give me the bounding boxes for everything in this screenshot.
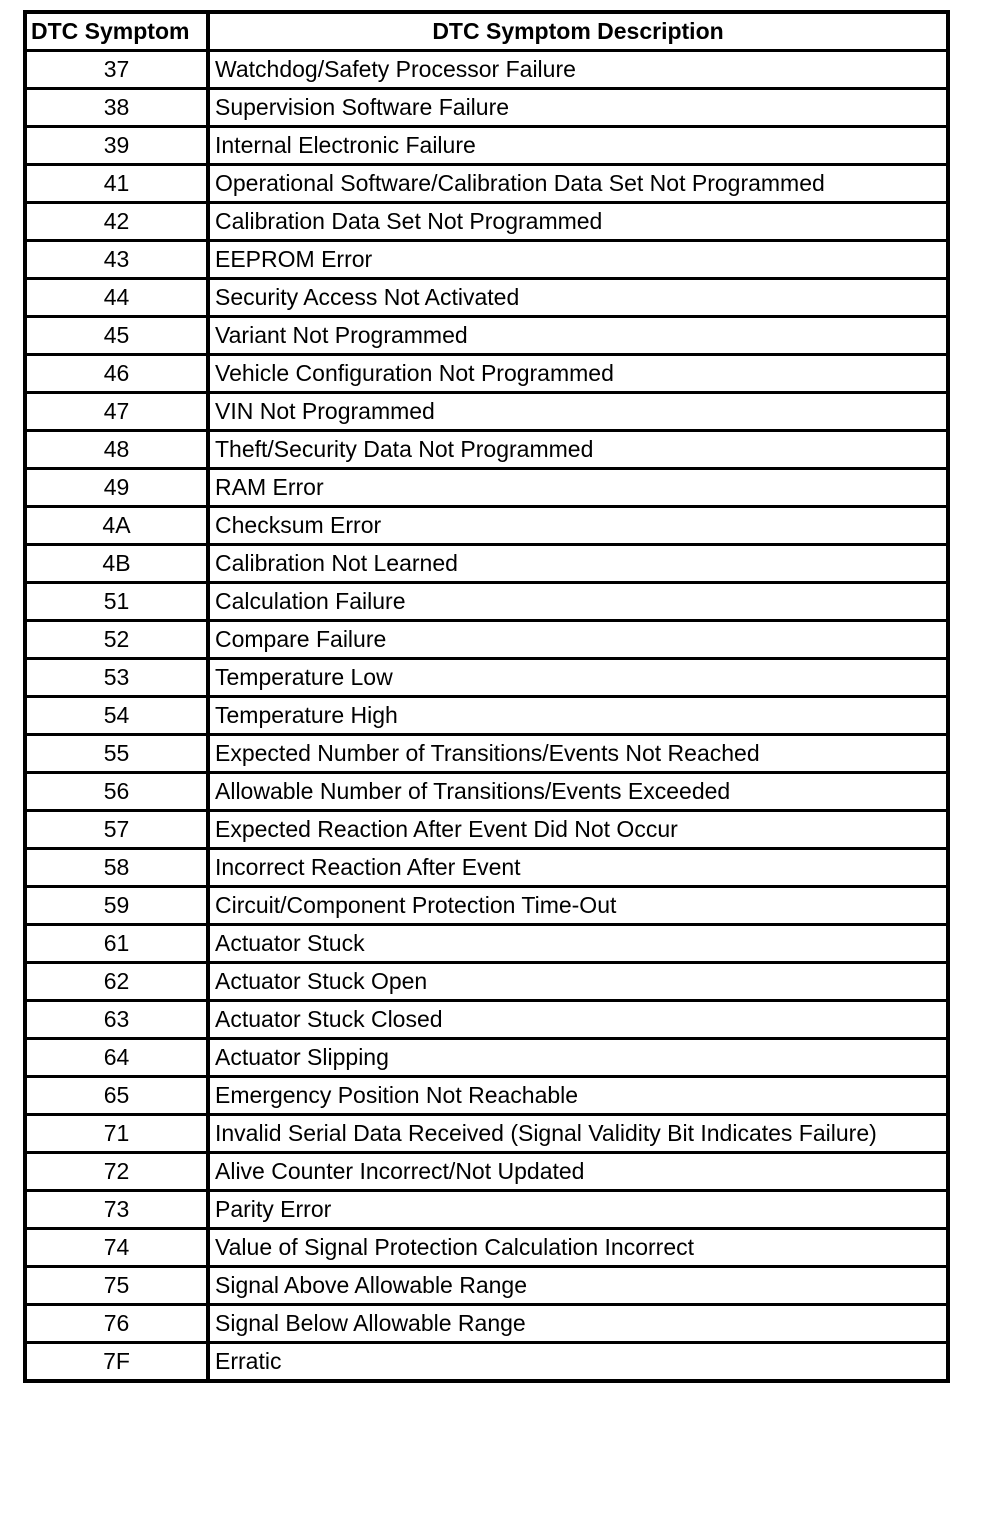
dtc-description-cell: Temperature High bbox=[208, 697, 948, 735]
column-header-dtc-symptom: DTC Symptom bbox=[25, 12, 208, 51]
dtc-description-cell: Supervision Software Failure bbox=[208, 89, 948, 127]
dtc-description-cell: Value of Signal Protection Calculation Incorrect bbox=[208, 1229, 948, 1267]
dtc-code-cell: 49 bbox=[25, 469, 208, 507]
dtc-code-cell: 52 bbox=[25, 621, 208, 659]
dtc-code-cell: 55 bbox=[25, 735, 208, 773]
dtc-description-cell: Variant Not Programmed bbox=[208, 317, 948, 355]
table-row bbox=[25, 1343, 948, 1382]
dtc-description-cell: Signal Below Allowable Range bbox=[208, 1305, 948, 1343]
table-row bbox=[25, 659, 948, 697]
dtc-description-cell: Operational Software/Calibration Data Set Not Programmed bbox=[208, 165, 948, 203]
table-row bbox=[25, 963, 948, 1001]
dtc-code-cell: 57 bbox=[25, 811, 208, 849]
dtc-code-cell: 43 bbox=[25, 241, 208, 279]
dtc-description-cell: Parity Error bbox=[208, 1191, 948, 1229]
dtc-code-cell: 4A bbox=[25, 507, 208, 545]
table-row bbox=[25, 203, 948, 241]
table-row bbox=[25, 1229, 948, 1267]
table-row bbox=[25, 849, 948, 887]
dtc-description-cell: Internal Electronic Failure bbox=[208, 127, 948, 165]
table-row bbox=[25, 469, 948, 507]
dtc-code-cell: 64 bbox=[25, 1039, 208, 1077]
dtc-code-cell: 58 bbox=[25, 849, 208, 887]
table-row bbox=[25, 545, 948, 583]
dtc-code-cell: 38 bbox=[25, 89, 208, 127]
dtc-code-cell: 48 bbox=[25, 431, 208, 469]
table-row bbox=[25, 811, 948, 849]
dtc-code-cell: 63 bbox=[25, 1001, 208, 1039]
dtc-code-cell: 44 bbox=[25, 279, 208, 317]
dtc-code-cell: 54 bbox=[25, 697, 208, 735]
table-row bbox=[25, 1267, 948, 1305]
table-row bbox=[25, 621, 948, 659]
table-row bbox=[25, 241, 948, 279]
dtc-description-cell: Calculation Failure bbox=[208, 583, 948, 621]
dtc-description-cell: Expected Number of Transitions/Events Not Reached bbox=[208, 735, 948, 773]
table-row bbox=[25, 317, 948, 355]
dtc-code-cell: 47 bbox=[25, 393, 208, 431]
dtc-description-cell: Erratic bbox=[208, 1343, 948, 1382]
table-row bbox=[25, 1115, 948, 1153]
dtc-code-cell: 37 bbox=[25, 51, 208, 89]
dtc-description-cell: EEPROM Error bbox=[208, 241, 948, 279]
dtc-code-cell: 71 bbox=[25, 1115, 208, 1153]
dtc-description-cell: Checksum Error bbox=[208, 507, 948, 545]
dtc-description-cell: Watchdog/Safety Processor Failure bbox=[208, 51, 948, 89]
dtc-description-cell: Allowable Number of Transitions/Events Exceeded bbox=[208, 773, 948, 811]
dtc-code-cell: 7F bbox=[25, 1343, 208, 1382]
dtc-code-cell: 42 bbox=[25, 203, 208, 241]
dtc-description-cell: Actuator Stuck Open bbox=[208, 963, 948, 1001]
dtc-symptom-table bbox=[23, 10, 950, 1383]
table-row bbox=[25, 89, 948, 127]
dtc-code-cell: 73 bbox=[25, 1191, 208, 1229]
column-header-description: DTC Symptom Description bbox=[208, 12, 948, 51]
table-row bbox=[25, 431, 948, 469]
table-row bbox=[25, 1001, 948, 1039]
table-row bbox=[25, 583, 948, 621]
dtc-description-cell: Actuator Slipping bbox=[208, 1039, 948, 1077]
table-row bbox=[25, 1039, 948, 1077]
dtc-description-cell: Expected Reaction After Event Did Not Occur bbox=[208, 811, 948, 849]
dtc-code-cell: 59 bbox=[25, 887, 208, 925]
table-row bbox=[25, 1305, 948, 1343]
dtc-code-cell: 4B bbox=[25, 545, 208, 583]
dtc-code-cell: 56 bbox=[25, 773, 208, 811]
table-row bbox=[25, 697, 948, 735]
dtc-code-cell: 74 bbox=[25, 1229, 208, 1267]
dtc-code-cell: 61 bbox=[25, 925, 208, 963]
table-row bbox=[25, 1077, 948, 1115]
table-row bbox=[25, 355, 948, 393]
dtc-code-cell: 39 bbox=[25, 127, 208, 165]
dtc-description-cell: Invalid Serial Data Received (Signal Validity Bit Indicates Failure) bbox=[208, 1115, 948, 1153]
dtc-description-cell: Temperature Low bbox=[208, 659, 948, 697]
dtc-description-cell: Vehicle Configuration Not Programmed bbox=[208, 355, 948, 393]
dtc-description-cell: RAM Error bbox=[208, 469, 948, 507]
table-row bbox=[25, 773, 948, 811]
table-row bbox=[25, 507, 948, 545]
table-row bbox=[25, 51, 948, 89]
dtc-code-cell: 76 bbox=[25, 1305, 208, 1343]
table-row bbox=[25, 887, 948, 925]
dtc-description-cell: Calibration Data Set Not Programmed bbox=[208, 203, 948, 241]
table-row bbox=[25, 279, 948, 317]
dtc-code-cell: 53 bbox=[25, 659, 208, 697]
dtc-description-cell: Actuator Stuck bbox=[208, 925, 948, 963]
table-row bbox=[25, 735, 948, 773]
table-row bbox=[25, 393, 948, 431]
dtc-description-cell: Calibration Not Learned bbox=[208, 545, 948, 583]
table-row bbox=[25, 127, 948, 165]
dtc-code-cell: 75 bbox=[25, 1267, 208, 1305]
dtc-code-cell: 72 bbox=[25, 1153, 208, 1191]
table-row bbox=[25, 925, 948, 963]
dtc-description-cell: Security Access Not Activated bbox=[208, 279, 948, 317]
dtc-code-cell: 45 bbox=[25, 317, 208, 355]
dtc-description-cell: Actuator Stuck Closed bbox=[208, 1001, 948, 1039]
dtc-code-cell: 46 bbox=[25, 355, 208, 393]
dtc-description-cell: Compare Failure bbox=[208, 621, 948, 659]
dtc-description-cell: Alive Counter Incorrect/Not Updated bbox=[208, 1153, 948, 1191]
table-header-row bbox=[25, 12, 948, 51]
dtc-description-cell: VIN Not Programmed bbox=[208, 393, 948, 431]
table-body bbox=[25, 51, 948, 1382]
dtc-description-cell: Emergency Position Not Reachable bbox=[208, 1077, 948, 1115]
dtc-description-cell: Circuit/Component Protection Time-Out bbox=[208, 887, 948, 925]
dtc-description-cell: Signal Above Allowable Range bbox=[208, 1267, 948, 1305]
dtc-description-cell: Incorrect Reaction After Event bbox=[208, 849, 948, 887]
dtc-code-cell: 41 bbox=[25, 165, 208, 203]
table-row bbox=[25, 165, 948, 203]
dtc-code-cell: 51 bbox=[25, 583, 208, 621]
table-row bbox=[25, 1153, 948, 1191]
dtc-description-cell: Theft/Security Data Not Programmed bbox=[208, 431, 948, 469]
dtc-code-cell: 65 bbox=[25, 1077, 208, 1115]
table-row bbox=[25, 1191, 948, 1229]
dtc-code-cell: 62 bbox=[25, 963, 208, 1001]
